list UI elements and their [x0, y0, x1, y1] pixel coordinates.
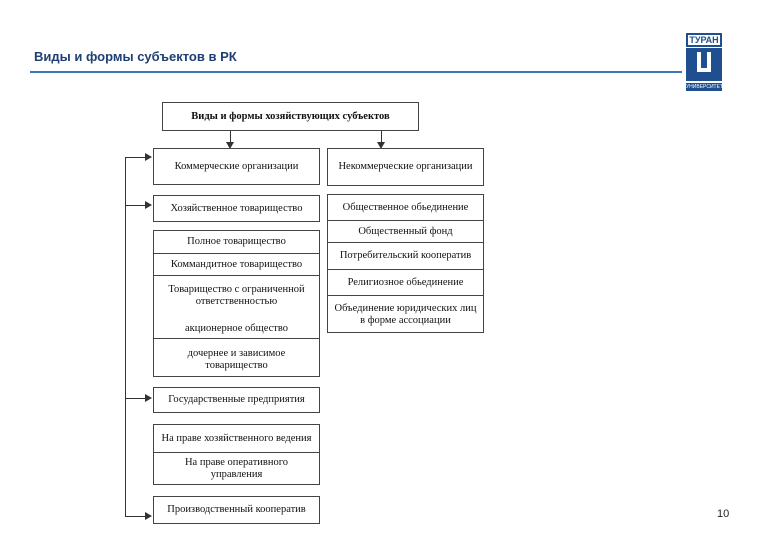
- connector: [125, 157, 146, 158]
- root-node: Виды и формы хозяйствующих субъектов: [162, 102, 419, 131]
- noncommercial-form-item: Религиозное обьединение: [328, 270, 483, 296]
- logo-wordmark: ТУРАН: [686, 33, 722, 47]
- state-enterprises-node: Государственные предприятия: [153, 387, 320, 413]
- page-number: 10: [717, 508, 730, 520]
- noncommercial-node: Некоммерческие организации: [327, 148, 484, 186]
- state-form-item: На праве оперативного управления: [184, 457, 289, 480]
- noncommercial-form-item: Объединение юридических лиц в форме ассоциации: [334, 302, 477, 326]
- partnership-node: Хозяйственное товарищество: [153, 195, 320, 222]
- connector: [125, 398, 146, 399]
- state-forms-group: [153, 424, 320, 485]
- logo-emblem-icon: [686, 48, 722, 81]
- noncommercial-form-item: Общественный фонд: [328, 221, 483, 243]
- university-logo: [686, 33, 722, 91]
- connector: [125, 205, 146, 206]
- arrow-right: [145, 201, 152, 209]
- connector: [125, 516, 146, 517]
- partnership-form-item: Коммандитное товарищество: [154, 254, 319, 276]
- production-coop-node: Производственный кооператив: [153, 496, 320, 524]
- partnership-forms-group: [153, 230, 320, 377]
- commercial-node: Коммерческие организации: [153, 148, 320, 185]
- partnership-form-item: дочернее и зависимое товарищество: [187, 348, 286, 371]
- noncommercial-forms-group: [327, 194, 484, 333]
- noncommercial-form-item: Общественное обьединение: [328, 195, 483, 221]
- partnership-form-item: акционерное общество: [154, 319, 319, 339]
- arrow-right: [145, 394, 152, 402]
- left-bus-line: [125, 157, 126, 516]
- partnership-form-item: Полное товарищество: [154, 231, 319, 254]
- slide-title: Виды и формы субъектов в РК: [34, 49, 237, 64]
- title-divider: [30, 71, 682, 73]
- logo-caption: УНИВЕРСИТЕТ: [686, 84, 723, 90]
- arrow-right: [145, 153, 152, 161]
- partnership-form-item: Товарищество с ограниченной ответственностью: [168, 284, 305, 307]
- state-form-item: На праве хозяйственного ведения: [154, 425, 319, 453]
- noncommercial-form-item: Потребительский кооператив: [328, 243, 483, 270]
- arrow-right: [145, 512, 152, 520]
